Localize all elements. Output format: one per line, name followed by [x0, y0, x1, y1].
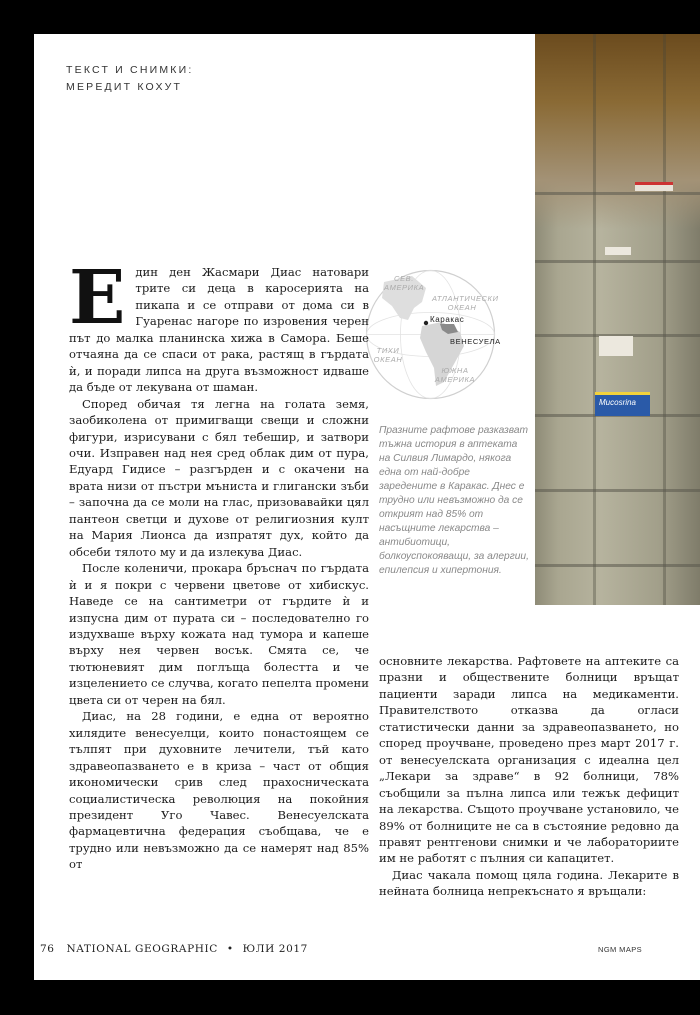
shelf-edge [535, 489, 700, 492]
page-border-bottom [0, 980, 700, 1015]
price-tag [635, 182, 673, 191]
article-paragraph: Според обичая тя легна на голата земя, заобиколена от примигващи свещи и сложни фигури, изрисувани с бял тебешир, и затвори очи. Изправен над нея сред облак дим от пура, Едуард Гидисе – разгърден и с окачени на врата низи от пъстри мъниста и глигански зъби – започна да се моли на глас, призовавайки цял пантеон светци и духове от религиозния култ на Мария Лионса да изпратят дух, който да обсеби тялото му и да излекува Диас. [69, 396, 369, 559]
shelf-divider [663, 34, 666, 605]
magazine-page [34, 34, 700, 980]
photo-caption: Празните рафтове разказват тъжна история в аптеката на Силвия Лимардо, някога една от най-добре заредените в Каракас. Днес е трудно или невъзможно да се открият над 85% от насъщните лекарства – антибиотици, болкоуспокояващи, за алергии, епилепсия и хипертония. [379, 425, 529, 576]
price-tag [599, 336, 633, 356]
shelf-edge [535, 564, 700, 567]
pharmacy-shelves-photo [535, 34, 700, 605]
article-paragraph: Един ден Жасмари Диас натовари трите си деца в каросерията на пикапа и се отправи от дома си в Гуаренас нагоре по изровения черен път до малка планинска хижа в Самора. Беше отчаяна да се спаси от рака, растящ в гърдата ѝ, и поради липса на друга възможност идваше да бъде от лекувана от шаман. [69, 255, 369, 395]
page-footer [40, 943, 308, 955]
magazine-name: NATIONAL GEOGRAPHIC [66, 943, 218, 955]
shelf-edge [535, 192, 700, 195]
article-paragraph: После коленичи, прокара бръснач по гърдата ѝ и я покри с червени цветове от хибискус. Наведе се на сантиметри от гърдите ѝ и изпусна дим от пурата си – последователно го издухваше върху кожата над тумора и капеше върху нея червен восък. Смята се, че тютюневият дим поглъща болестта и че изцелението се случва, когато пепелта промени цвета си от черен на бял. [69, 561, 369, 707]
price-tag [605, 247, 631, 255]
label-venezuela: ВЕНЕСУЕЛА [450, 337, 501, 346]
credit-line-1: ТЕКСТ И СНИМКИ: [66, 64, 194, 76]
article-paragraph: основните лекарства. Рафтовете на аптеките са празни и обществените болници връщат пациенти заради липса на медикаменти. Правителството отказва да огласи статистически данни за здравеопазването, но според проучване, проведено през март 2017 г. от венесуелската организация с идеална цел „Лекари за здраве“ в 92 болници, 78% съобщили за пълна липса или тежък дефицит на лекарства. Същото проучване установило, че 89% от болниците не са в състояние редовно да правят рентгенови снимки и че лабораториите им не работят с пълния си капацитет. [379, 654, 679, 866]
author-credit [66, 62, 194, 96]
credit-line-2: МЕРЕДИТ КОХУТ [66, 81, 183, 93]
shelf-edge [535, 260, 700, 263]
map-credit: NGM MAPS [598, 945, 643, 954]
label-atlantic-ocean: АТЛАНТИЧЕСКИ ОКЕАН [432, 294, 499, 312]
footer-separator: • [226, 943, 234, 955]
issue-date: ЮЛИ 2017 [242, 943, 308, 955]
label-pacific-ocean: ТИХИ ОКЕАН [373, 346, 403, 364]
photo-top-shadow [535, 34, 700, 229]
label-caracas: Каракас [430, 315, 465, 324]
locator-map [364, 268, 501, 401]
article-column-2 [379, 653, 679, 900]
article-paragraph: Диас чакала помощ цяла година. Лекарите в нейната болница непрекъснато я връщали: [379, 867, 679, 899]
page-number: 76 [40, 943, 55, 955]
medicine-box: Mucosrina [595, 392, 650, 416]
article-column-1 [69, 255, 369, 873]
article-paragraph: Диас, на 28 години, е една от вероятно хилядите венесуелци, които понастоящем се тълпят при духовните лечители, тъй като здравеопазването е в криза – част от общия икономически срив след прахосническата социалистическа революция на покойния президент Уго Чавес. Венесуелската фармацевтична федерация съобщава, че е трудно или невъзможно да се намерят над 85% от [69, 709, 369, 872]
drop-cap: Е [69, 255, 126, 341]
shelf-divider [593, 34, 596, 605]
label-south-america: ЮЖНА АМЕРИКА [434, 366, 476, 384]
label-north-america: СЕВ. АМЕРИКА [384, 274, 425, 292]
